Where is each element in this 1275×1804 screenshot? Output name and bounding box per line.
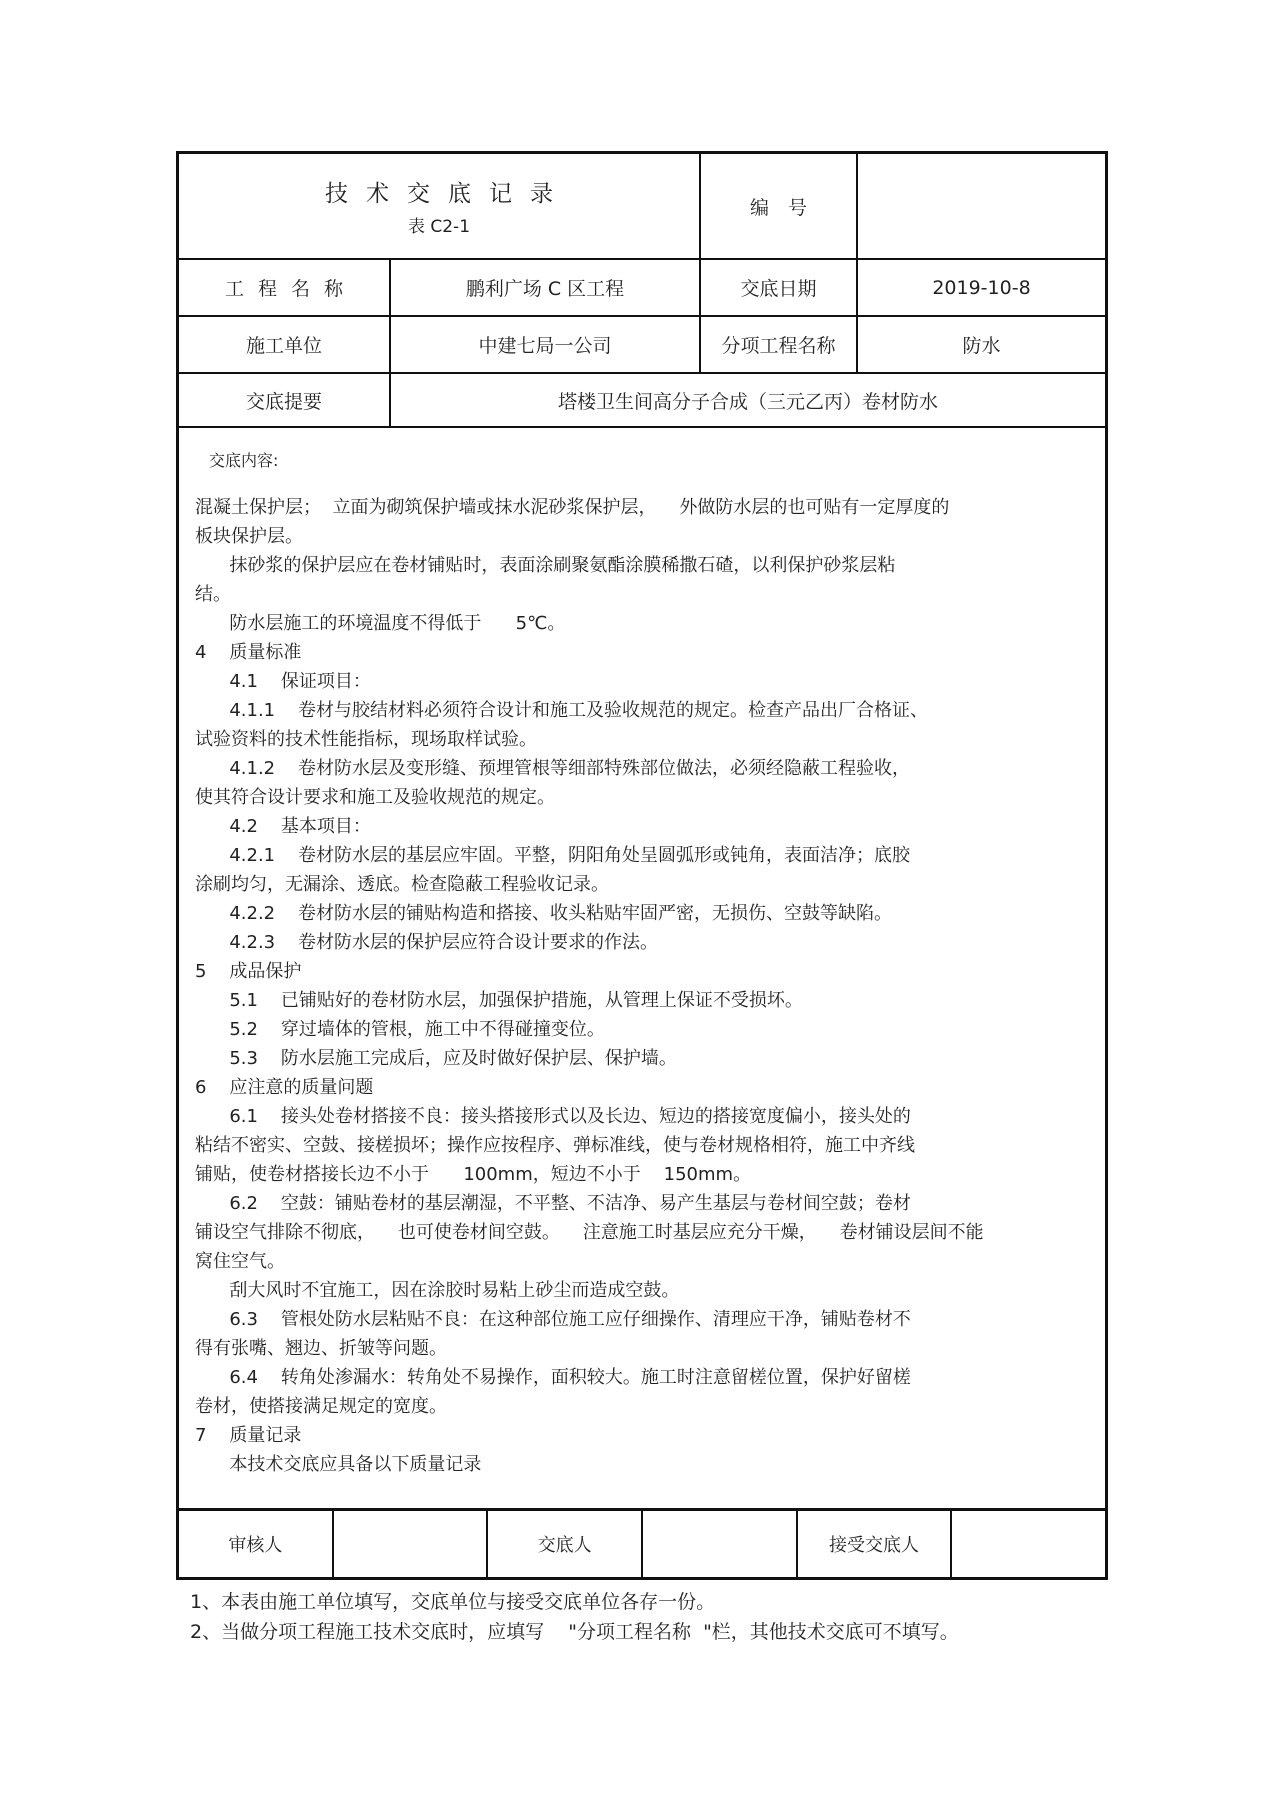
content-line: 4.2 基本项目： (195, 816, 371, 837)
discloser-field[interactable] (641, 1511, 796, 1577)
form-code: 表 C2-1 (407, 217, 471, 237)
content-line: 7 质量记录 (195, 1425, 302, 1446)
content-line: 板块保护层。 (195, 526, 303, 547)
content-line: 5.3 防水层施工完成后，应及时做好保护层、保护墙。 (195, 1048, 677, 1069)
number-value[interactable] (856, 154, 1105, 258)
disclosure-date[interactable]: 2019-10-8 (856, 260, 1105, 315)
notes (190, 1587, 959, 1647)
content-body (195, 493, 1105, 1479)
subitem-label: 分项工程名称 (699, 317, 856, 372)
content-line: 试验资料的技术性能指标，现场取样试验。 (195, 729, 537, 750)
content-line: 铺设空气排除不彻底， 也可使卷材间空鼓。 注意施工时基层应充分干燥， 卷材铺设层间不能 (195, 1222, 984, 1243)
content-line: 得有张嘴、翘边、折皱等问题。 (195, 1338, 447, 1359)
date-label: 交底日期 (699, 260, 856, 315)
content-line: 窝住空气。 (195, 1251, 285, 1272)
note-2: 2、当做分项工程施工技术交底时，应填写 "分项工程名称 "栏，其他技术交底可不填写。 (190, 1621, 959, 1643)
disclosure-form (176, 151, 1108, 1580)
content-line: 混凝土保护层； 立面为砌筑保护墙或抹水泥砂浆保护层， 外做防水层的也可贴有一定厚度的 (195, 497, 950, 518)
contractor[interactable]: 中建七局一公司 (389, 317, 699, 372)
form-title: 技术交底记录 (325, 181, 571, 207)
content-line: 6.3 管根处防水层粘贴不良：在这种部位施工应仔细操作、清理应干净，铺贴卷材不 (195, 1309, 911, 1330)
content-line: 使其符合设计要求和施工及验收规范的规定。 (195, 787, 555, 808)
summary-row (176, 372, 1108, 426)
content-line: 4.2.3 卷材防水层的保护层应符合设计要求的作法。 (195, 932, 659, 953)
content-line: 抹砂浆的保护层应在卷材铺贴时，表面涂刷聚氨酯涂膜稀撒石碴，以利保护砂浆层粘 (195, 555, 896, 576)
summary[interactable]: 塔楼卫生间高分子合成（三元乙丙）卷材防水 (389, 374, 1105, 426)
content-line: 5.2 穿过墙体的管根，施工中不得碰撞变位。 (195, 1019, 605, 1040)
content-line: 6.2 空鼓：铺贴卷材的基层潮湿，不平整、不洁净、易产生基层与卷材间空鼓；卷材 (195, 1193, 911, 1214)
content-line: 4.1 保证项目： (195, 671, 371, 692)
content-line: 结。 (195, 584, 231, 605)
content-line: 4.1.1 卷材与胶结材料必须符合设计和施工及验收规范的规定。检查产品出厂合格证、 (195, 700, 929, 721)
note-1: 1、本表由施工单位填写，交底单位与接受交底单位各存一份。 (190, 1591, 716, 1613)
contractor-row (176, 315, 1108, 372)
receiver-field[interactable] (950, 1511, 1105, 1577)
content-line: 4.1.2 卷材防水层及变形缝、预埋管根等细部特殊部位做法，必须经隐蔽工程验收， (195, 758, 911, 779)
content-line: 6 应注意的质量问题 (195, 1077, 374, 1098)
content-line: 6.4 转角处渗漏水：转角处不易操作，面积较大。施工时注意留槎位置，保护好留槎 (195, 1367, 911, 1388)
signature-row (176, 1508, 1108, 1580)
number-label: 编 号 (699, 154, 856, 258)
header-row (176, 151, 1108, 258)
project-row (176, 258, 1108, 315)
content-line: 5 成品保护 (195, 961, 302, 982)
title-cell (179, 154, 699, 258)
contractor-label: 施工单位 (245, 335, 322, 357)
content-line: 粘结不密实、空鼓、接槎损坏；操作应按程序、弹标准线，使与卷材规格相符，施工中齐线 (195, 1135, 915, 1156)
content-line: 6.1 接头处卷材搭接不良：接头搭接形式以及长边、短边的搭接宽度偏小，接头处的 (195, 1106, 911, 1127)
subitem-name[interactable]: 防水 (856, 317, 1105, 372)
content-line: 卷材，使搭接满足规定的宽度。 (195, 1396, 447, 1417)
content-line: 铺贴，使卷材搭接长边不小于 100mm，短边不小于 150mm。 (195, 1164, 752, 1185)
summary-label: 交底提要 (245, 390, 322, 413)
project-name-label: 工程名称 (224, 278, 357, 300)
reviewer-label: 审核人 (228, 1535, 283, 1556)
receiver-label: 接受交底人 (796, 1511, 951, 1577)
content-line: 防水层施工的环境温度不得低于 5℃。 (195, 613, 566, 634)
content-line: 5.1 已铺贴好的卷材防水层，加强保护措施，从管理上保证不受损坏。 (195, 990, 803, 1011)
project-name[interactable]: 鹏利广场 C 区工程 (389, 260, 699, 315)
content-line: 本技术交底应具备以下质量记录 (195, 1454, 482, 1475)
content-line: 4 质量标准 (195, 642, 302, 663)
reviewer-field[interactable] (332, 1511, 487, 1577)
content-line: 涂刷均匀，无漏涂、透底。检查隐蔽工程验收记录。 (195, 874, 609, 895)
disclosure-content (176, 426, 1108, 1508)
content-label: 交底内容: (209, 451, 279, 470)
discloser-label: 交底人 (486, 1511, 641, 1577)
content-line: 4.2.2 卷材防水层的铺贴构造和搭接、收头粘贴牢固严密，无损伤、空鼓等缺陷。 (195, 903, 893, 924)
content-line: 刮大风时不宜施工，因在涂胶时易粘上砂尘而造成空鼓。 (195, 1280, 680, 1301)
content-line: 4.2.1 卷材防水层的基层应牢固。平整，阴阳角处呈圆弧形或钝角，表面洁净；底胶 (195, 845, 911, 866)
